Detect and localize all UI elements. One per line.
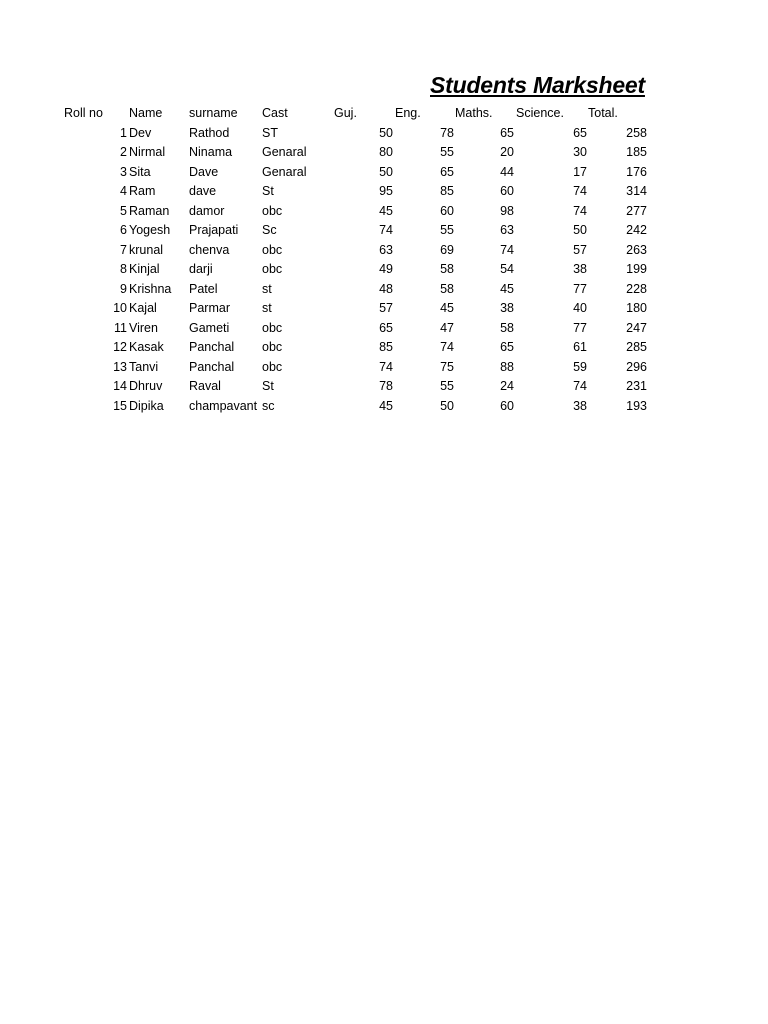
- roll-no-cell: 4: [120, 184, 127, 198]
- maths-marks-cell: 38: [500, 301, 514, 315]
- table-row: [0, 396, 768, 416]
- guj-marks-cell: 49: [379, 262, 393, 276]
- column-header-total: Total.: [588, 106, 618, 120]
- cast-cell: Genaral: [262, 164, 307, 179]
- science-marks-cell: 59: [573, 359, 587, 374]
- surname-cell: Ninama: [189, 145, 233, 159]
- total-marks-cell: 176: [626, 164, 647, 179]
- guj-marks-cell: 45: [379, 398, 393, 413]
- cast-cell: obc: [262, 340, 283, 354]
- science-marks-cell: 17: [573, 164, 587, 179]
- name-cell: Kasak: [129, 340, 164, 354]
- science-marks-cell: 77: [573, 281, 587, 296]
- cast-cell: ST: [262, 125, 278, 140]
- name-cell: Sita: [129, 164, 151, 179]
- eng-marks-cell: 58: [440, 281, 454, 296]
- maths-marks-cell: 98: [500, 203, 514, 218]
- table-row: [0, 259, 768, 279]
- guj-marks-cell: 63: [379, 242, 393, 257]
- science-marks-cell: 40: [573, 301, 587, 315]
- eng-marks-cell: 75: [440, 359, 454, 374]
- guj-marks-cell: 50: [379, 125, 393, 140]
- maths-marks-cell: 65: [500, 125, 514, 140]
- name-cell: Nirmal: [129, 145, 166, 159]
- roll-no-cell: 9: [120, 281, 127, 296]
- total-marks-cell: 247: [626, 320, 647, 335]
- total-marks-cell: 296: [626, 359, 647, 374]
- table-row: [0, 337, 768, 357]
- table-row: [0, 376, 768, 396]
- surname-cell: champavant: [189, 398, 258, 413]
- column-header-surname: surname: [189, 106, 238, 120]
- roll-no-cell: 1: [120, 125, 127, 140]
- page-title: Students Marksheet: [430, 72, 645, 98]
- name-cell: Dhruv: [129, 379, 163, 393]
- guj-marks-cell: 95: [379, 184, 393, 198]
- column-header-science: Science.: [516, 106, 564, 120]
- guj-marks-cell: 78: [379, 379, 393, 393]
- roll-no-cell: 8: [120, 262, 127, 276]
- guj-marks-cell: 80: [379, 145, 393, 159]
- eng-marks-cell: 74: [440, 340, 454, 354]
- surname-cell: Panchal: [189, 359, 235, 374]
- roll-no-cell: 11: [114, 320, 127, 335]
- maths-marks-cell: 45: [500, 281, 514, 296]
- maths-marks-cell: 44: [500, 164, 514, 179]
- science-marks-cell: 38: [573, 262, 587, 276]
- guj-marks-cell: 65: [379, 320, 393, 335]
- eng-marks-cell: 50: [440, 398, 454, 413]
- total-marks-cell: 199: [626, 262, 647, 276]
- surname-cell: Raval: [189, 379, 221, 393]
- marksheet-table: [0, 103, 768, 415]
- science-marks-cell: 50: [573, 223, 587, 237]
- cast-cell: sc: [262, 398, 275, 413]
- roll-no-cell: 3: [120, 164, 127, 179]
- roll-no-cell: 7: [120, 242, 127, 257]
- guj-marks-cell: 50: [379, 164, 393, 179]
- maths-marks-cell: 20: [500, 145, 514, 159]
- eng-marks-cell: 78: [440, 125, 454, 140]
- surname-cell: Rathod: [189, 125, 230, 140]
- eng-marks-cell: 85: [440, 184, 454, 198]
- science-marks-cell: 61: [573, 340, 587, 354]
- cast-cell: obc: [262, 203, 283, 218]
- surname-cell: chenva: [189, 242, 230, 257]
- cast-cell: St: [262, 379, 274, 393]
- maths-marks-cell: 24: [500, 379, 514, 393]
- cast-cell: obc: [262, 320, 283, 335]
- roll-no-cell: 5: [120, 203, 127, 218]
- roll-no-cell: 14: [113, 379, 127, 393]
- maths-marks-cell: 58: [500, 320, 514, 335]
- eng-marks-cell: 69: [440, 242, 454, 257]
- table-row: [0, 181, 768, 201]
- science-marks-cell: 77: [573, 320, 587, 335]
- roll-no-cell: 10: [113, 301, 127, 315]
- total-marks-cell: 285: [626, 340, 647, 354]
- roll-no-cell: 15: [113, 398, 127, 413]
- total-marks-cell: 228: [626, 281, 647, 296]
- guj-marks-cell: 57: [379, 301, 393, 315]
- surname-cell: dave: [189, 184, 217, 198]
- table-row: [0, 201, 768, 221]
- maths-marks-cell: 88: [500, 359, 514, 374]
- science-marks-cell: 65: [573, 125, 587, 140]
- column-header-cast: Cast: [262, 106, 288, 120]
- surname-cell: Gameti: [189, 320, 230, 335]
- guj-marks-cell: 45: [379, 203, 393, 218]
- surname-cell: Dave: [189, 164, 219, 179]
- name-cell: Kinjal: [129, 262, 160, 276]
- total-marks-cell: 185: [626, 145, 647, 159]
- name-cell: Krishna: [129, 281, 172, 296]
- column-header-eng: Eng.: [395, 106, 421, 120]
- name-cell: krunal: [129, 242, 164, 257]
- cast-cell: st: [262, 301, 272, 315]
- table-row: [0, 279, 768, 299]
- guj-marks-cell: 74: [379, 359, 393, 374]
- column-header-maths: Maths.: [455, 106, 493, 120]
- cast-cell: obc: [262, 359, 283, 374]
- total-marks-cell: 314: [626, 184, 647, 198]
- name-cell: Ram: [129, 184, 156, 198]
- surname-cell: Parmar: [189, 301, 230, 315]
- eng-marks-cell: 58: [440, 262, 454, 276]
- cast-cell: obc: [262, 242, 283, 257]
- table-row: [0, 357, 768, 377]
- name-cell: Tanvi: [129, 359, 159, 374]
- name-cell: Kajal: [129, 301, 157, 315]
- name-cell: Raman: [129, 203, 170, 218]
- cast-cell: st: [262, 281, 272, 296]
- maths-marks-cell: 54: [500, 262, 514, 276]
- name-cell: Yogesh: [129, 223, 171, 237]
- maths-marks-cell: 74: [500, 242, 514, 257]
- cast-cell: obc: [262, 262, 283, 276]
- table-row: [0, 318, 768, 338]
- eng-marks-cell: 55: [440, 223, 454, 237]
- eng-marks-cell: 60: [440, 203, 454, 218]
- science-marks-cell: 57: [573, 242, 587, 257]
- name-cell: Viren: [129, 320, 158, 335]
- header-row: [0, 103, 768, 123]
- maths-marks-cell: 60: [500, 398, 514, 413]
- cast-cell: Genaral: [262, 145, 307, 159]
- table-row: [0, 123, 768, 143]
- surname-cell: Panchal: [189, 340, 235, 354]
- table-row: [0, 240, 768, 260]
- roll-no-cell: 6: [120, 223, 127, 237]
- total-marks-cell: 258: [626, 125, 647, 140]
- science-marks-cell: 74: [573, 379, 587, 393]
- name-cell: Dipika: [129, 398, 164, 413]
- table-row: [0, 298, 768, 318]
- total-marks-cell: 242: [626, 223, 647, 237]
- column-header-guj: Guj.: [334, 106, 357, 120]
- eng-marks-cell: 55: [440, 379, 454, 393]
- eng-marks-cell: 65: [440, 164, 454, 179]
- cast-cell: St: [262, 184, 274, 198]
- total-marks-cell: 231: [626, 379, 647, 393]
- roll-no-cell: 12: [113, 340, 127, 354]
- total-marks-cell: 277: [626, 203, 647, 218]
- guj-marks-cell: 85: [379, 340, 393, 354]
- guj-marks-cell: 48: [379, 281, 393, 296]
- roll-no-cell: 13: [113, 359, 127, 374]
- column-header-name: Name: [129, 106, 163, 120]
- science-marks-cell: 30: [573, 145, 587, 159]
- total-marks-cell: 180: [626, 301, 647, 315]
- table-row: [0, 162, 768, 182]
- table-row: [0, 142, 768, 162]
- total-marks-cell: 193: [626, 398, 647, 413]
- surname-cell: Patel: [189, 281, 218, 296]
- science-marks-cell: 38: [573, 398, 587, 413]
- eng-marks-cell: 47: [440, 320, 454, 335]
- eng-marks-cell: 45: [440, 301, 454, 315]
- maths-marks-cell: 60: [500, 184, 514, 198]
- column-header-roll-no: Roll no: [64, 106, 103, 120]
- total-marks-cell: 263: [626, 242, 647, 257]
- maths-marks-cell: 65: [500, 340, 514, 354]
- eng-marks-cell: 55: [440, 145, 454, 159]
- guj-marks-cell: 74: [379, 223, 393, 237]
- name-cell: Dev: [129, 125, 152, 140]
- science-marks-cell: 74: [573, 184, 587, 198]
- roll-no-cell: 2: [120, 145, 127, 159]
- surname-cell: Prajapati: [189, 223, 239, 237]
- maths-marks-cell: 63: [500, 223, 514, 237]
- science-marks-cell: 74: [573, 203, 587, 218]
- cast-cell: Sc: [262, 223, 277, 237]
- table-row: [0, 220, 768, 240]
- table-body: [0, 123, 768, 416]
- surname-cell: damor: [189, 203, 225, 218]
- surname-cell: darji: [189, 262, 213, 276]
